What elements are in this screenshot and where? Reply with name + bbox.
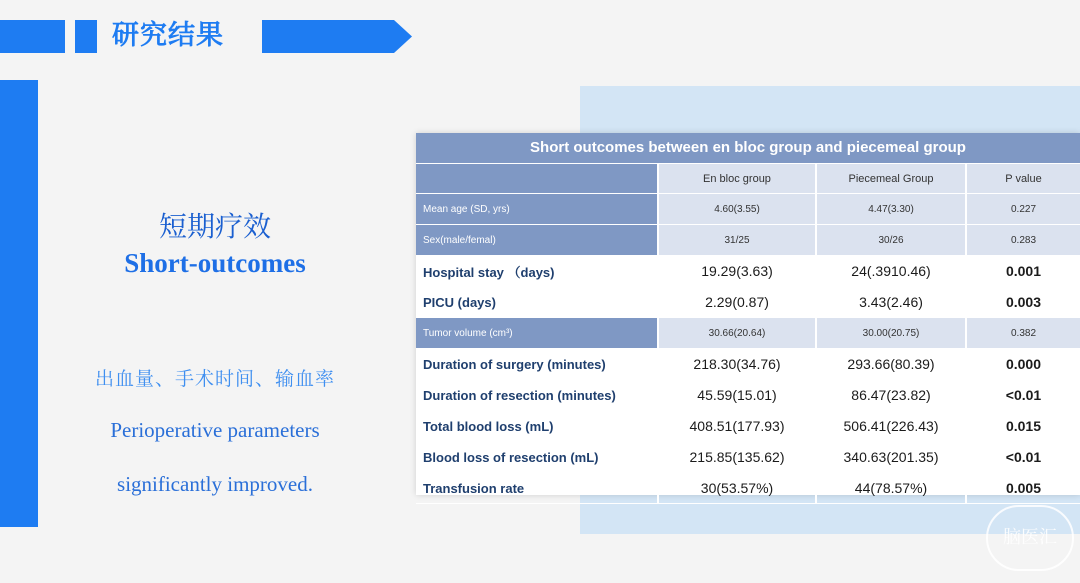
cell-en-bloc: 215.85(135.62): [658, 442, 816, 473]
row-label: PICU (days): [416, 287, 658, 318]
cell-p-value: 0.283: [966, 225, 1080, 256]
header-arrow-shape: [262, 20, 412, 53]
table-row: [416, 473, 1080, 504]
section-title-cn: 短期疗效: [158, 210, 271, 243]
summary-en-line2: significantly improved.: [117, 472, 313, 496]
cell-piecemeal: 30/26: [816, 225, 966, 256]
column-header-piecemeal: Piecemeal Group: [816, 164, 966, 194]
cell-piecemeal: 4.47(3.30): [816, 194, 966, 225]
header-accent-block: [0, 20, 65, 53]
row-label: Total blood loss (mL): [416, 411, 658, 442]
cell-p-value: <0.01: [966, 380, 1080, 411]
watermark-logo: 脑医汇: [986, 505, 1074, 571]
row-label: Mean age (SD, yrs): [416, 194, 658, 225]
row-label: Tumor volume (cm³): [416, 318, 658, 349]
cell-p-value: 0.015: [966, 411, 1080, 442]
cell-p-value: 0.001: [966, 256, 1080, 287]
table-row: [416, 318, 1080, 349]
left-accent-bar: [0, 80, 38, 527]
cell-piecemeal: 24(.3910.46): [816, 256, 966, 287]
cell-p-value: <0.01: [966, 442, 1080, 473]
results-table: [416, 164, 1080, 504]
cell-en-bloc: 30.66(20.64): [658, 318, 816, 349]
row-label: Sex(male/femal): [416, 225, 658, 256]
cell-en-bloc: 31/25: [658, 225, 816, 256]
table-row: [416, 194, 1080, 225]
cell-piecemeal: 340.63(201.35): [816, 442, 966, 473]
page-title: 研究结果: [112, 20, 224, 51]
section-title-en: Short-outcomes: [124, 248, 306, 278]
table-header-row: [416, 164, 1080, 194]
cell-p-value: 0.382: [966, 318, 1080, 349]
cell-p-value: 0.227: [966, 194, 1080, 225]
cell-piecemeal: 293.66(80.39): [816, 349, 966, 380]
cell-en-bloc: 218.30(34.76): [658, 349, 816, 380]
row-label: Duration of resection (minutes): [416, 380, 658, 411]
cell-en-bloc: 408.51(177.93): [658, 411, 816, 442]
cell-en-bloc: 4.60(3.55): [658, 194, 816, 225]
column-header-p-value: P value: [966, 164, 1080, 194]
table-row: [416, 349, 1080, 380]
column-header-en-bloc: En bloc group: [658, 164, 816, 194]
table-row: [416, 256, 1080, 287]
row-label: Duration of surgery (minutes): [416, 349, 658, 380]
table-row: [416, 442, 1080, 473]
summary-cn: 出血量、手术时间、输血率: [94, 368, 335, 390]
table-row: [416, 225, 1080, 256]
cell-piecemeal: 44(78.57%): [816, 473, 966, 504]
cell-en-bloc: 45.59(15.01): [658, 380, 816, 411]
column-header-label: [416, 164, 658, 194]
cell-en-bloc: 19.29(3.63): [658, 256, 816, 287]
table-title: Short outcomes between en bloc group and piecemeal group: [416, 133, 1080, 163]
summary-en-line1: Perioperative parameters: [110, 418, 320, 442]
cell-piecemeal: 30.00(20.75): [816, 318, 966, 349]
cell-p-value: 0.000: [966, 349, 1080, 380]
table-row: [416, 287, 1080, 318]
header-accent-block-small: [75, 20, 97, 53]
cell-p-value: 0.003: [966, 287, 1080, 318]
cell-piecemeal: 86.47(23.82): [816, 380, 966, 411]
table-row: [416, 411, 1080, 442]
cell-en-bloc: 30(53.57%): [658, 473, 816, 504]
table-row: [416, 380, 1080, 411]
cell-p-value: 0.005: [966, 473, 1080, 504]
cell-piecemeal: 506.41(226.43): [816, 411, 966, 442]
row-label: Hospital stay （days): [416, 256, 658, 287]
row-label: Blood loss of resection (mL): [416, 442, 658, 473]
row-label: Transfusion rate: [416, 473, 658, 504]
results-table-card: [416, 133, 1080, 495]
cell-en-bloc: 2.29(0.87): [658, 287, 816, 318]
cell-piecemeal: 3.43(2.46): [816, 287, 966, 318]
